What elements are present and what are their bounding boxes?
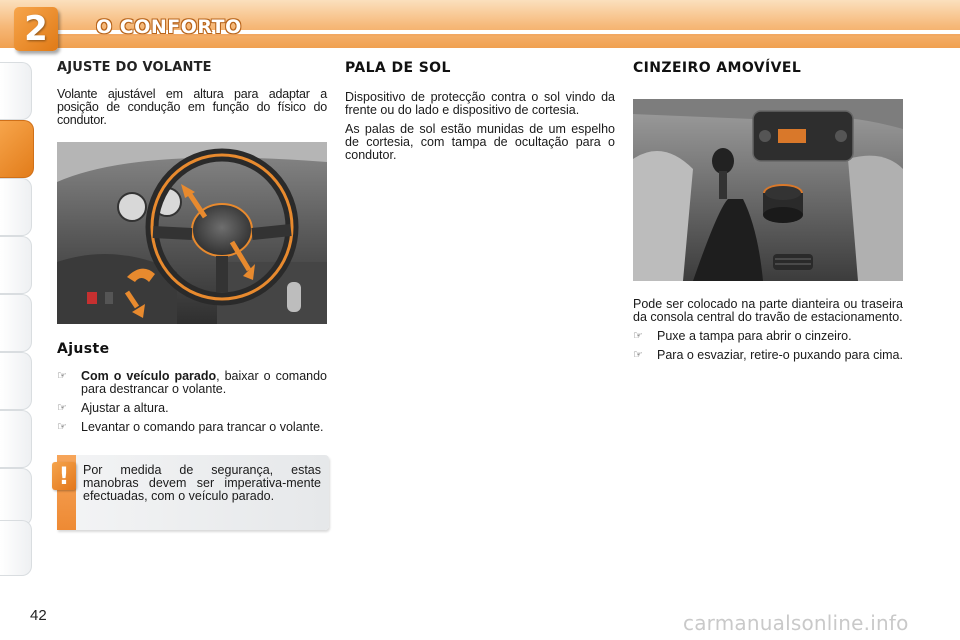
heading-ashtray: CINZEIRO AMOVÍVEL (633, 60, 802, 76)
hand-pointer-icon: ☞ (633, 330, 643, 342)
steering-wheel-intro: Volante ajustável em altura para adaptar a posição de condução em função do físico do condutor. (57, 87, 327, 127)
list-item (633, 349, 903, 362)
list-item (633, 330, 903, 343)
hand-pointer-icon: ☞ (57, 402, 67, 414)
bullet-text: Para o esvaziar, retire-o puxando para cima. (657, 348, 903, 362)
column-steering-adjust (57, 341, 327, 434)
chapter-tab-3[interactable] (0, 178, 32, 236)
section-title: O CONFORTO (96, 16, 242, 38)
chapter-tab-9[interactable] (0, 520, 32, 576)
heading-sun-visor: PALA DE SOL (345, 60, 451, 76)
bullet-text: Levantar o comando para trancar o volante. (81, 420, 324, 434)
chapter-tab-strip (0, 62, 34, 578)
heading-adjust: Ajuste (57, 341, 110, 357)
sun-visor-paragraph-1: Dispositivo de protecção contra o sol vindo da frente ou do lado e dispositivo de cortesia. (345, 90, 615, 117)
column-steering-wheel (57, 60, 327, 127)
column-sun-visor (345, 60, 615, 162)
list-item (57, 421, 327, 434)
column-ashtray (633, 60, 903, 76)
steering-wheel-image (57, 142, 327, 324)
sun-visor-paragraph-2: As palas de sol estão munidas de um espelho de cortesia, com tampa de ocultação para o condutor. (345, 122, 615, 162)
warning-text: Por medida de segurança, estas manobras devem ser imperativa-mente efectuadas, com o veículo parado. (83, 463, 321, 503)
hand-pointer-icon: ☞ (633, 349, 643, 361)
bullet-bold: Com o veículo parado (81, 369, 217, 383)
list-item (57, 370, 327, 396)
chapter-tab-5[interactable] (0, 294, 32, 352)
chapter-number-badge[interactable]: 2 (14, 7, 58, 51)
chapter-tab-7[interactable] (0, 410, 32, 468)
watermark[interactable]: carmanualsonline.info (683, 611, 909, 635)
ashtray-image (633, 99, 903, 281)
bullet-text: Puxe a tampa para abrir o cinzeiro. (657, 329, 852, 343)
chapter-tab-4[interactable] (0, 236, 32, 294)
list-item (57, 402, 327, 415)
warning-exclamation-icon: ! (52, 462, 76, 490)
heading-steering-wheel: AJUSTE DO VOLANTE (57, 60, 212, 75)
hand-pointer-icon: ☞ (57, 421, 67, 433)
ashtray-intro: Pode ser colocado na parte dianteira ou traseira da consola central do travão de estacionamento. (633, 297, 903, 324)
column-ashtray-text (633, 298, 903, 362)
chapter-tab-6[interactable] (0, 352, 32, 410)
hand-pointer-icon: ☞ (57, 370, 67, 382)
page-number: 42 (30, 607, 47, 624)
chapter-tab-1[interactable] (0, 62, 32, 120)
bullet-text: Ajustar a altura. (81, 401, 169, 415)
chapter-tab-8[interactable] (0, 468, 32, 526)
chapter-tab-2[interactable] (0, 120, 34, 178)
bullet-text: , baixar o comando para destrancar o volante. (81, 369, 327, 396)
